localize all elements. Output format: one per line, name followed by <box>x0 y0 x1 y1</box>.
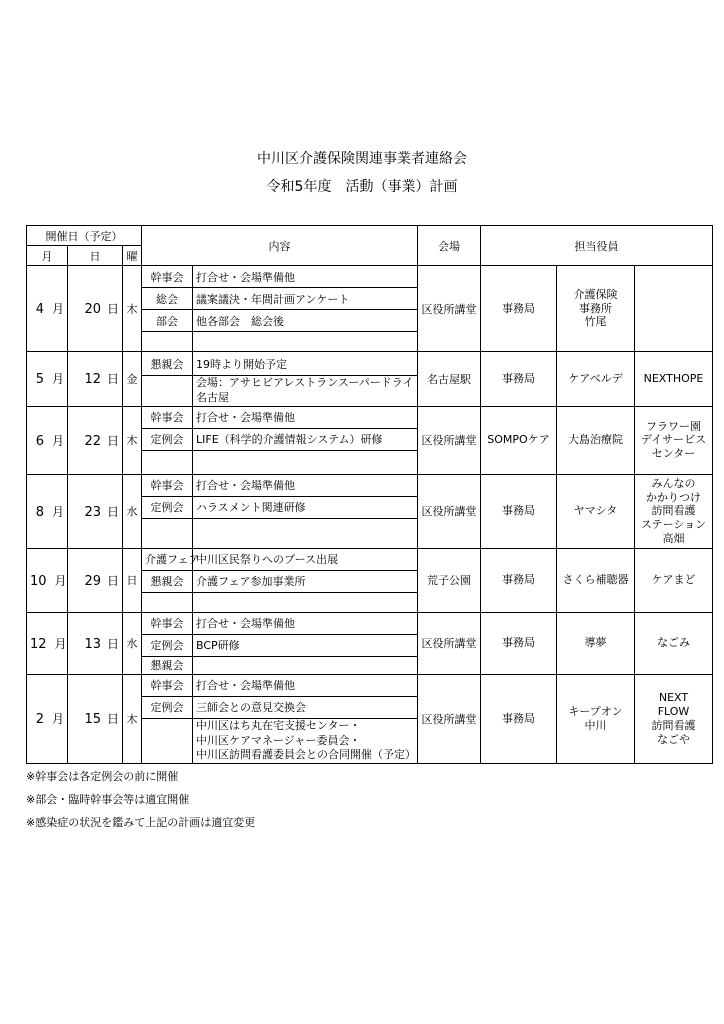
weekday-cell: 木 <box>123 674 142 764</box>
month-cell <box>27 352 68 407</box>
content-detail-cell <box>193 518 418 548</box>
officer-cell: 事務局 <box>481 612 557 674</box>
meeting-type-cell: 幹事会 <box>142 474 193 496</box>
month-cell <box>27 674 68 764</box>
table-row <box>27 612 713 634</box>
day-value: 12 <box>84 372 101 388</box>
day-value: 20 <box>84 302 101 317</box>
month-cell <box>27 474 68 548</box>
day-cell <box>68 266 123 352</box>
month-unit: 月 <box>51 712 64 727</box>
content-detail-cell: 議案議決・年間計画アンケート <box>193 288 418 310</box>
content-detail-cell <box>193 450 418 474</box>
meeting-type-cell <box>142 718 193 764</box>
officer-cell: ケアベルデ <box>557 352 635 407</box>
weekday-cell: 木 <box>123 266 142 352</box>
content-detail-cell: 他各部会 総会後 <box>193 310 418 332</box>
month-unit: 月 <box>51 372 64 387</box>
month-value: 12 <box>30 636 47 652</box>
notes <box>26 765 255 834</box>
weekday-cell: 水 <box>123 474 142 548</box>
header-weekday: 曜 <box>123 246 142 266</box>
weekday-cell: 金 <box>123 352 142 407</box>
day-cell <box>68 474 123 548</box>
document-title: 中川区介護保険関連事業者連絡会 <box>257 151 467 167</box>
officer-cell <box>635 266 713 352</box>
meeting-type-cell: 幹事会 <box>142 266 193 288</box>
venue-cell: 区役所講堂 <box>418 406 481 474</box>
header-officers: 担当役員 <box>481 226 713 266</box>
officer-cell: ケアまど <box>635 548 713 612</box>
month-cell <box>27 612 68 674</box>
day-unit: 日 <box>106 573 119 588</box>
day-value: 23 <box>84 504 101 520</box>
officer-cell: 事務局 <box>481 674 557 764</box>
month-cell <box>27 548 68 612</box>
month-value: 6 <box>35 433 44 449</box>
officer-cell: 介護保険 事務所 竹尾 <box>557 266 635 352</box>
content-detail-cell: BCP研修 <box>193 634 418 656</box>
venue-cell: 区役所講堂 <box>418 612 481 674</box>
officer-cell: フラワー園 デイサービス センター <box>635 406 713 474</box>
content-detail-cell: 打合せ・会場準備他 <box>193 612 418 634</box>
table-row <box>27 406 713 428</box>
header-content: 内容 <box>142 226 418 266</box>
table-row <box>27 266 713 288</box>
officer-cell: NEXTHOPE <box>635 352 713 407</box>
document-subtitle: 令和5年度 活動（事業）計画 <box>266 179 458 195</box>
day-value: 29 <box>84 573 101 589</box>
content-detail-cell: 中川区はち丸在宅支援センター・ 中川区ケアマネージャー委員会・ 中川区訪問看護委員会との合同開催（予定） <box>193 718 418 764</box>
table-row <box>27 352 713 376</box>
day-cell <box>68 406 123 474</box>
day-unit: 日 <box>106 433 119 448</box>
content-detail-cell: 三師会との意見交換会 <box>193 696 418 718</box>
meeting-type-cell <box>142 450 193 474</box>
content-detail-cell: 中川区民祭りへのブース出展 <box>193 548 418 570</box>
content-detail-cell <box>193 332 418 352</box>
table-row <box>27 548 713 570</box>
officer-cell: みんなの かかりつけ 訪問看護 ステーション 高畑 <box>635 474 713 548</box>
content-detail-cell: 打合せ・会場準備他 <box>193 474 418 496</box>
table-row <box>27 674 713 696</box>
content-detail-cell <box>193 592 418 612</box>
content-detail-cell: ハラスメント関連研修 <box>193 496 418 518</box>
officer-cell: 導夢 <box>557 612 635 674</box>
note-item: ※幹事会は各定例会の前に開催 <box>26 770 179 783</box>
day-unit: 日 <box>106 636 119 651</box>
month-unit: 月 <box>51 433 64 448</box>
content-detail-cell <box>193 656 418 674</box>
officer-cell: 事務局 <box>481 352 557 407</box>
venue-cell: 名古屋駅 <box>418 352 481 407</box>
day-unit: 日 <box>106 302 119 316</box>
venue-cell: 荒子公園 <box>418 548 481 612</box>
month-value: 4 <box>35 302 44 317</box>
day-value: 22 <box>84 433 101 449</box>
month-value: 10 <box>30 573 47 589</box>
venue-cell: 区役所講堂 <box>418 474 481 548</box>
content-detail-cell: 会場：アサヒビアレストランスーパードライ 名古屋 <box>193 376 418 407</box>
meeting-type-cell <box>142 376 193 407</box>
note-item: ※感染症の状況を鑑みて上記の計画は適宜変更 <box>26 816 256 829</box>
day-cell <box>68 352 123 407</box>
note-item: ※部会・臨時幹事会等は適宜開催 <box>26 793 190 806</box>
activity-plan-table <box>26 225 713 764</box>
weekday-cell: 日 <box>123 548 142 612</box>
month-unit: 月 <box>54 636 67 651</box>
month-unit: 月 <box>54 573 67 588</box>
table-row <box>27 474 713 496</box>
meeting-type-cell: 介護フェア <box>142 548 193 570</box>
day-unit: 日 <box>106 504 119 519</box>
officer-cell: 事務局 <box>481 266 557 352</box>
meeting-type-cell: 部会 <box>142 310 193 332</box>
day-cell <box>68 674 123 764</box>
meeting-type-cell: 定例会 <box>142 496 193 518</box>
day-cell <box>68 548 123 612</box>
day-value: 13 <box>84 636 101 652</box>
venue-cell: 区役所講堂 <box>418 674 481 764</box>
officer-cell: SOMPOケア <box>481 406 557 474</box>
officer-cell: キープオン 中川 <box>557 674 635 764</box>
officer-cell: なごみ <box>635 612 713 674</box>
officer-cell: ヤマシタ <box>557 474 635 548</box>
meeting-type-cell <box>142 332 193 352</box>
officer-cell: 大島治療院 <box>557 406 635 474</box>
month-value: 8 <box>35 504 44 520</box>
content-detail-cell: 打合せ・会場準備他 <box>193 674 418 696</box>
meeting-type-cell: 定例会 <box>142 634 193 656</box>
officer-cell: 事務局 <box>481 474 557 548</box>
day-cell <box>68 612 123 674</box>
meeting-type-cell <box>142 592 193 612</box>
month-cell <box>27 406 68 474</box>
month-value: 5 <box>35 372 44 388</box>
officer-cell: NEXT FLOW 訪問看護 なごや <box>635 674 713 764</box>
content-detail-cell: 打合せ・会場準備他 <box>193 406 418 428</box>
venue-cell: 区役所講堂 <box>418 266 481 352</box>
meeting-type-cell: 定例会 <box>142 696 193 718</box>
meeting-type-cell: 懇親会 <box>142 570 193 592</box>
content-detail-cell: 介護フェア参加事業所 <box>193 570 418 592</box>
day-value: 15 <box>84 712 101 728</box>
meeting-type-cell: 幹事会 <box>142 674 193 696</box>
meeting-type-cell <box>142 518 193 548</box>
content-detail-cell: 19時より開始予定 <box>193 352 418 376</box>
weekday-cell: 水 <box>123 612 142 674</box>
header-month: 月 <box>27 246 68 266</box>
header-venue: 会場 <box>418 226 481 266</box>
meeting-type-cell: 総会 <box>142 288 193 310</box>
meeting-type-cell: 幹事会 <box>142 612 193 634</box>
officer-cell: 事務局 <box>481 548 557 612</box>
header-date-group: 開催日（予定） <box>27 226 142 246</box>
weekday-cell: 木 <box>123 406 142 474</box>
month-value: 2 <box>35 712 44 728</box>
meeting-type-cell: 定例会 <box>142 428 193 450</box>
day-unit: 日 <box>106 372 119 387</box>
officer-cell: さくら補聴器 <box>557 548 635 612</box>
content-detail-cell: LIFE（科学的介護情報システム）研修 <box>193 428 418 450</box>
meeting-type-cell: 懇親会 <box>142 352 193 376</box>
month-cell <box>27 266 68 352</box>
meeting-type-cell: 幹事会 <box>142 406 193 428</box>
meeting-type-cell: 懇親会 <box>142 656 193 674</box>
content-detail-cell: 打合せ・会場準備他 <box>193 266 418 288</box>
header-day: 日 <box>68 246 123 266</box>
month-unit: 月 <box>51 302 64 316</box>
day-unit: 日 <box>106 712 119 727</box>
month-unit: 月 <box>51 504 64 519</box>
